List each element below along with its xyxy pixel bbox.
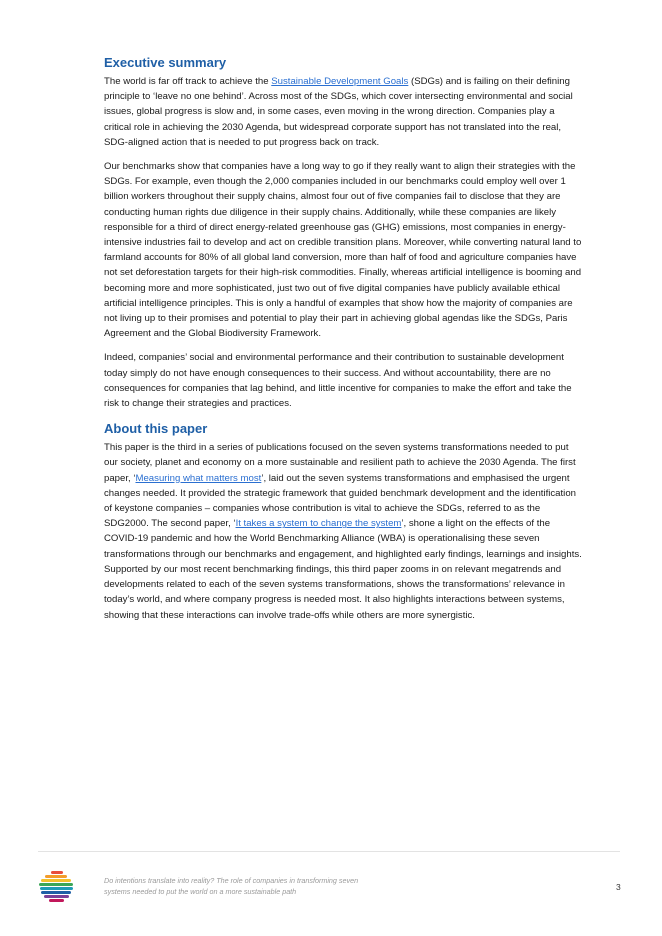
measuring-what-matters-link[interactable]: Measuring what matters most	[135, 472, 262, 484]
text-span: (SDGs) and is failing on their defining principle to ‘leave no one behind’. Across most of the SDGs, which cover intersecting environmental and social issues, global progress is slow and, in some cases, even moving in the wrong direction. Companies play a critical role in achieving the 2030 Agenda, but widespread corporate support has not translated into the real, SDG-aligned action that is needed to put progress back on track.	[104, 76, 573, 148]
text-span: This paper is the third in a series of publications focused on the seven systems transformations needed to put our society, planet and economy on a more sustainable and resilient path to achieve the 2030 Agenda. The first paper, ‘	[104, 442, 576, 484]
paragraph: Indeed, companies’ social and environmental performance and their contribution to sustainable development today simply do not have enough consequences to their success. And without accountability, there are no consequences for companies that lag behind, and little incentive for companies to make the effort and take the risk to change their strategies and practices.	[104, 352, 572, 410]
text-span: ’, shone a light on the effects of the COVID-19 pandemic and how the World Benchmarking Alliance (WBA) is operationalising these seven transformations through our benchmarks and engagement, and highlighted early findings, learnings and insights. Supported by our most recent benchmarking findings, this third paper zooms in on relevant megatrends and developments related to each of the seven systems transformations, shows the transformations’ relevance in today’s world, and where company progress is needed most. It also highlights interactions between systems, showing that these interactions can involve trade-offs while others are more synergistic.	[104, 518, 582, 621]
paragraph	[104, 440, 582, 622]
page-content	[104, 54, 582, 632]
text-span: The world is far off track to achieve the	[104, 76, 272, 87]
page-number: 3	[616, 882, 621, 892]
wba-logo-icon	[38, 869, 76, 907]
section-heading-executive-summary: Executive summary	[104, 55, 227, 70]
sdg-link[interactable]: Sustainable Development Goals	[271, 76, 409, 87]
paragraph	[104, 74, 582, 150]
footer-title-plain: Do intentions translate into reality?	[104, 876, 215, 885]
footer-document-title	[104, 875, 384, 897]
section-heading-about-this-paper: About this paper	[104, 421, 208, 437]
footer-divider	[38, 851, 620, 852]
paragraph: Our benchmarks show that companies have a long way to go if they really want to align their strategies with the SDGs. For example, even though the 2,000 companies included in our benchmarks could employ well over 1 billion workers throughout their supply chains, almost four out of five companies fail to disclose that they are conducting human rights due diligence in their supply chains. Additionally, while these companies are likely responsible for a third of direct energy-related greenhouse gas (GHG) emissions, most companies in energy-intensive industries fail to develop and act on credible transition plans. Moreover, while converting natural land to farmland accounts for 80% of all global land conversion, more than half of food and agriculture companies have not set deforestation targets for their high-risk commodities. Finally, whereas artificial intelligence is booming and becoming more and more sophisticated, just two out of five digital companies have publicly available ethical artificial intelligence principles. This is only a handful of examples that show how the majority of companies are not living up to their promises and potential to play their part in achieving global agendas like the SDGs, Paris Agreement and the Global Biodiversity Framework.	[104, 161, 582, 340]
text-span: ’, laid out the seven systems transformations and emphasised the urgent changes needed. It provided the strategic framework that guided benchmark development and the identification of keystone companies – companies whose contribution is vital to achieve the SDGs, referred to as the SDG2000. The second paper, ‘	[104, 472, 576, 530]
system-change-link[interactable]: It takes a system to change the system	[235, 518, 402, 530]
footer-title-italic: The role of companies in transforming seven systems needed to put the world on a more sustainable path	[104, 876, 359, 896]
